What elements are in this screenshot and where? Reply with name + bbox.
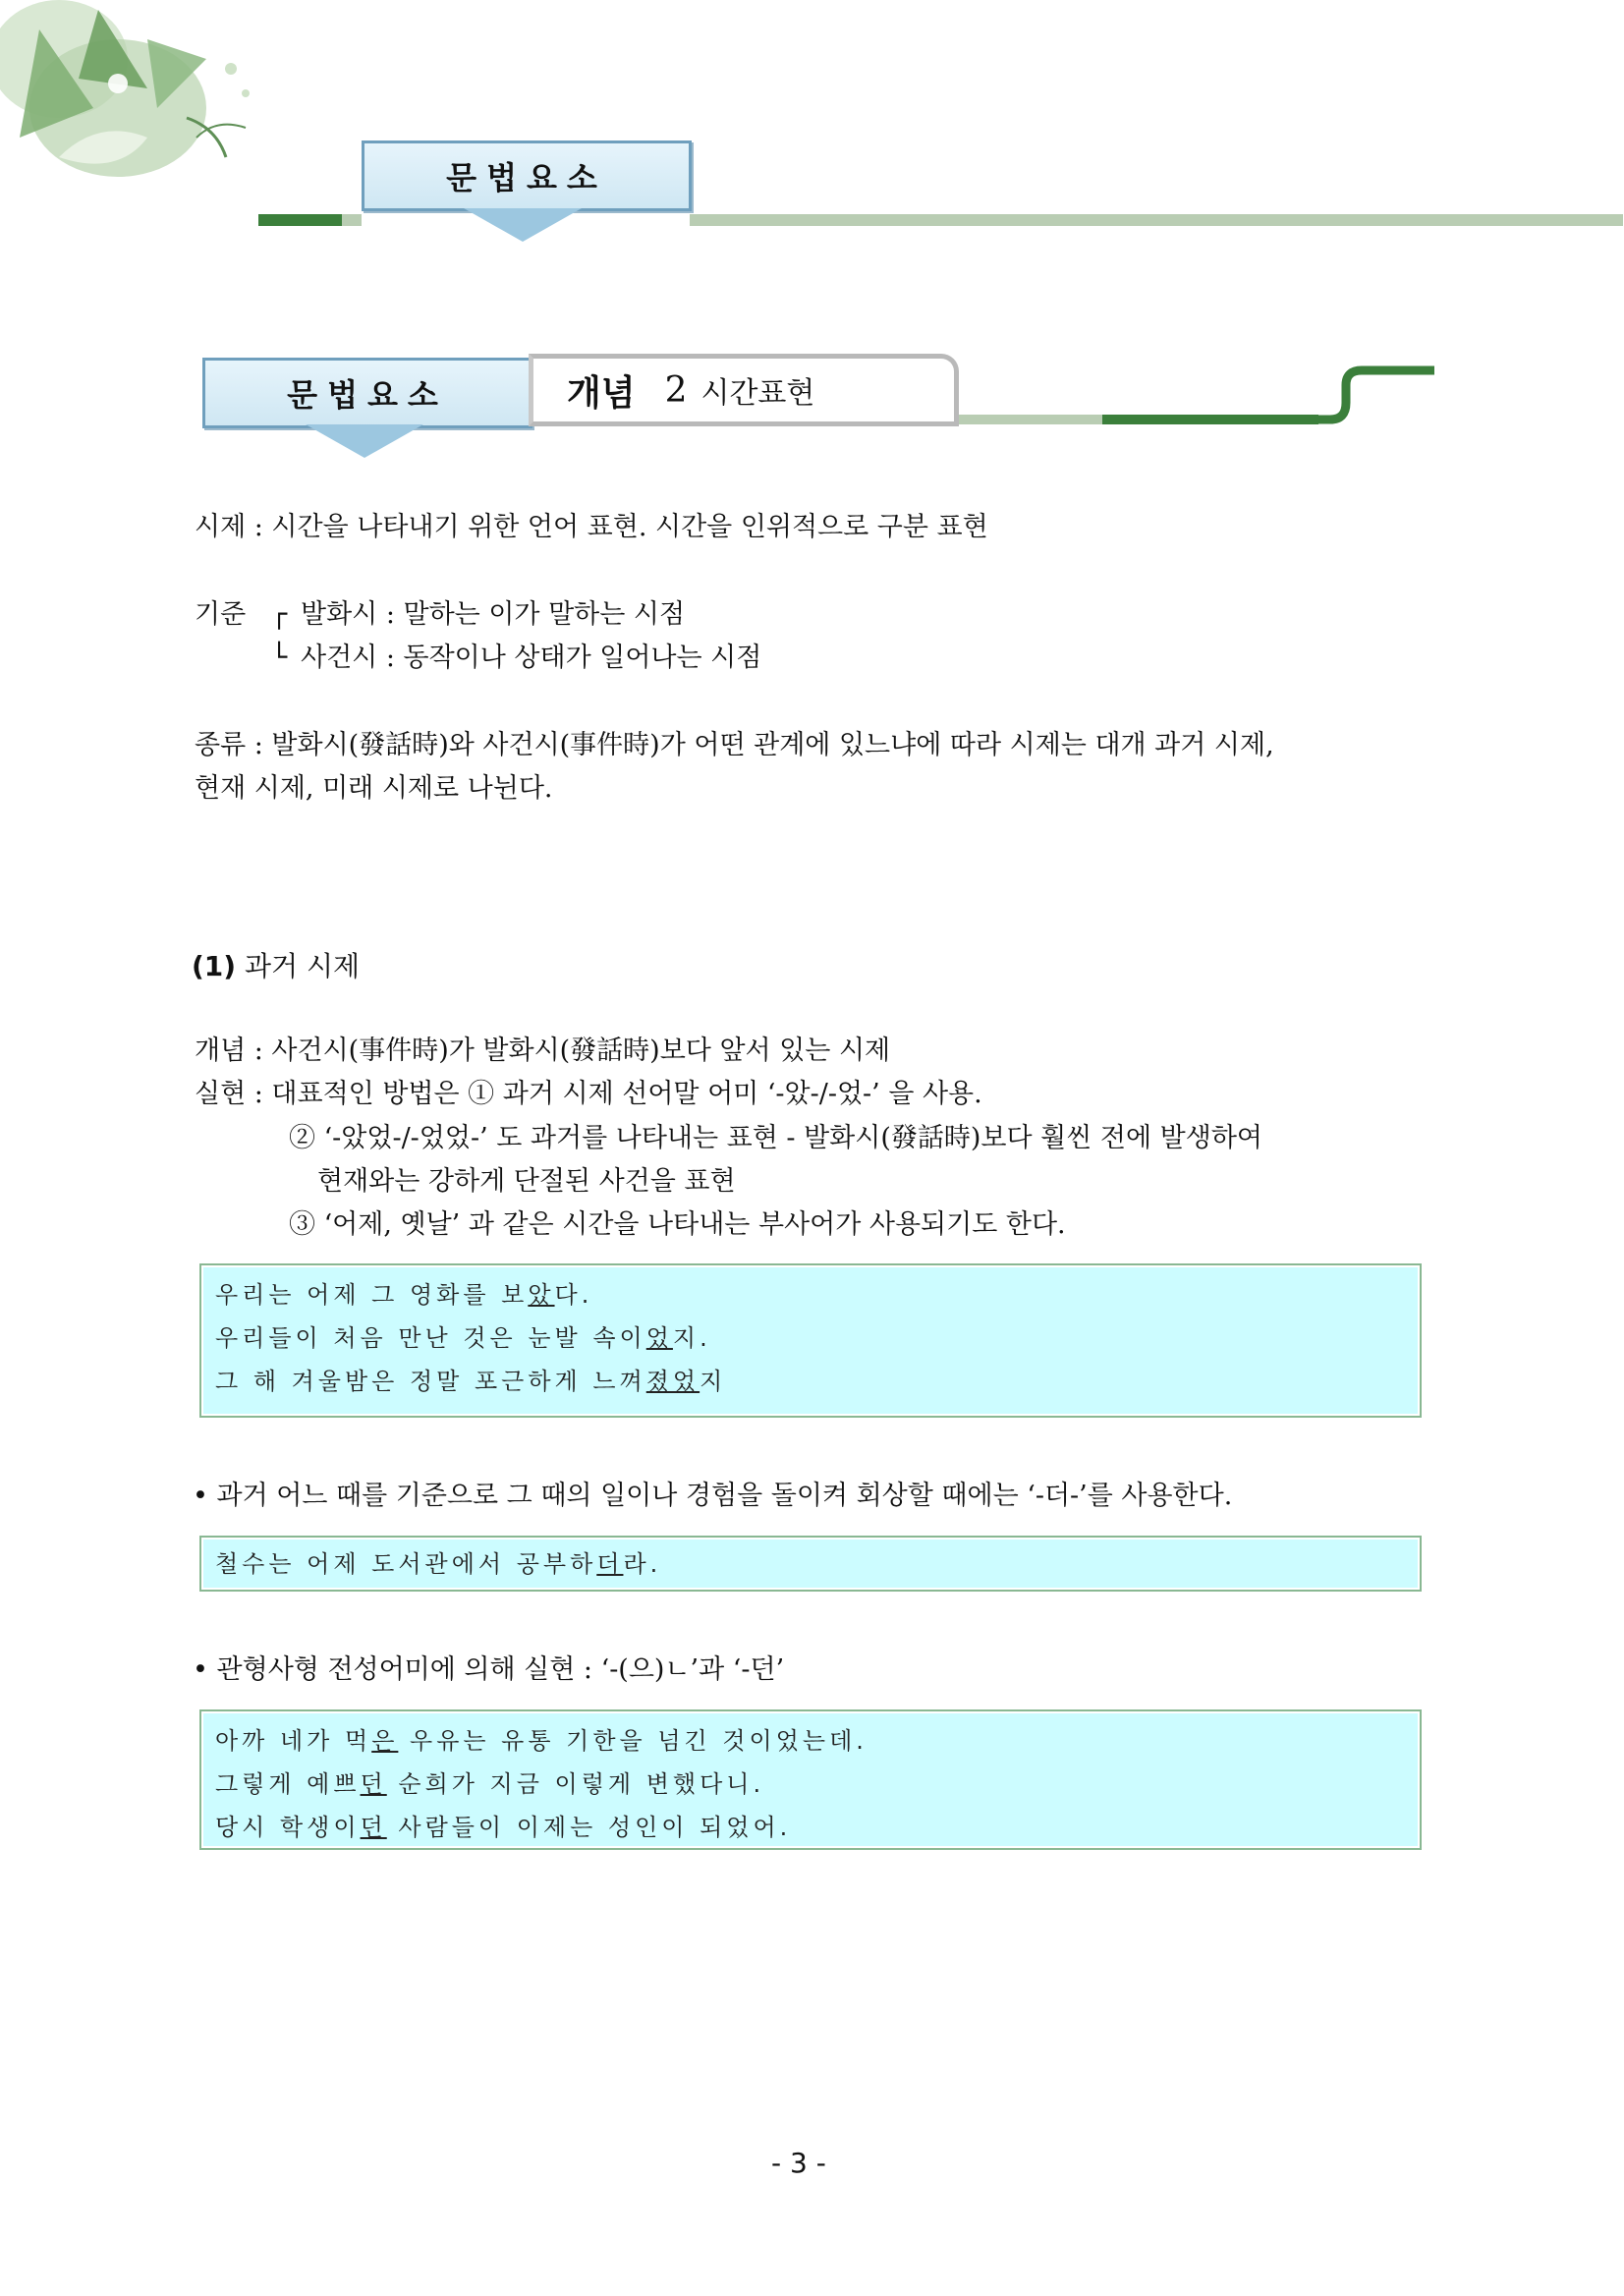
- bullet-retrospective: [193, 1475, 1232, 1518]
- past-heading-text: 과거 시제: [244, 950, 361, 982]
- example-line: 그 해 겨울밤은 정말 포근하게 느껴졌었지: [215, 1368, 727, 1395]
- past-realize-2b: 현재와는 강하게 단절된 사건을 표현: [317, 1166, 736, 1197]
- criteria-label: 기준: [195, 599, 247, 630]
- tense-definition: 시제 : 시간을 나타내기 위한 언어 표현. 시간을 인위적으로 구분 표현: [195, 512, 988, 542]
- past-tense-heading: [192, 945, 360, 984]
- past-heading-number: (1): [192, 950, 237, 982]
- section-box: [202, 358, 532, 428]
- bullet-dot-icon: •: [193, 1654, 208, 1685]
- bracket-bottom-icon: └: [271, 643, 288, 673]
- example-line: 철수는 어제 도서관에서 공부하더라.: [215, 1550, 662, 1578]
- bullet-retrospective-text: 과거 어느 때를 기준으로 그 때의 일이나 경험을 돌이켜 회상할 때에는 ‘-더-’를 사용한다.: [216, 1481, 1233, 1511]
- header-title-label: 문법요소: [446, 159, 607, 196]
- header-bar-dark-left: [258, 214, 342, 226]
- past-realize-3: ③ ‘어제, 옛날’ 과 같은 시간을 나타내는 부사어가 사용되기도 한다.: [289, 1209, 1066, 1240]
- concept-tab: [529, 354, 959, 426]
- tense-marker: 더: [596, 1550, 624, 1578]
- tense-marker: 졌었: [645, 1368, 700, 1395]
- example-line: 우리들이 처음 만난 것은 눈발 속이었지.: [215, 1324, 711, 1352]
- section-bar-light: [959, 415, 1102, 424]
- page-number: - 3 -: [771, 2147, 826, 2179]
- header-arrow-icon: [464, 208, 582, 242]
- header-bar-light-left: [342, 214, 362, 226]
- section-box-label: 문법요소: [287, 376, 448, 414]
- floral-decoration: [0, 0, 265, 236]
- tense-marker: 은: [371, 1727, 399, 1755]
- concept-title: 시간표현: [700, 376, 815, 411]
- example-box-past: [199, 1263, 1422, 1418]
- bracket-top-icon: ┌: [271, 599, 288, 630]
- past-realize-1: 실현 : 대표적인 방법은 ① 과거 시제 선어말 어미 ‘-았-/-었-’ 을 사용.: [195, 1079, 982, 1109]
- concept-word: 개념: [567, 372, 636, 414]
- criteria-event-time: 사건시 : 동작이나 상태가 일어나는 시점: [301, 643, 762, 673]
- past-concept: 개념 : 사건시(事件時)가 발화시(發話時)보다 앞서 있는 시제: [195, 1036, 891, 1066]
- section-arrow-icon: [306, 424, 423, 458]
- bullet-adnominal: [193, 1649, 784, 1692]
- types-line-2: 현재 시제, 미래 시제로 나뉜다.: [195, 773, 553, 804]
- bullet-dot-icon: •: [193, 1481, 208, 1511]
- example-line: 그렇게 예쁘던 순희가 지금 이렇게 변했다니.: [215, 1770, 765, 1798]
- criteria-speech-time: 발화시 : 말하는 이가 말하는 시점: [301, 599, 686, 630]
- header-bar-right: [690, 214, 1623, 226]
- section-bar-curve: [1307, 362, 1434, 426]
- tense-marker: 았: [528, 1281, 555, 1309]
- concept-number: 2: [664, 369, 688, 411]
- bullet-adnominal-text: 관형사형 전성어미에 의해 실현 : ‘-(으)ㄴ’과 ‘-던’: [216, 1654, 785, 1685]
- example-line: 아까 네가 먹은 우유는 유통 기한을 넘긴 것이었는데.: [215, 1727, 868, 1755]
- types-line-1: 종류 : 발화시(發話時)와 사건시(事件時)가 어떤 관계에 있느냐에 따라 시제는 대개 과거 시제,: [195, 730, 1274, 760]
- example-line: 우리는 어제 그 영화를 보았다.: [215, 1281, 593, 1309]
- example-box-retrospective: [199, 1536, 1422, 1592]
- section-bar-dark: [1102, 415, 1318, 424]
- header-title-box: [362, 140, 692, 211]
- tense-marker: 던: [360, 1770, 387, 1798]
- tense-marker: 었: [645, 1324, 673, 1352]
- past-realize-2a: ② ‘-았었-/-었었-’ 도 과거를 나타내는 표현 - 발화시(發話時)보다 훨씬 전에 발생하여: [289, 1123, 1262, 1153]
- tense-marker: 던: [360, 1814, 387, 1841]
- example-line: 당시 학생이던 사람들이 이제는 성인이 되었어.: [215, 1814, 792, 1841]
- example-box-adnominal: [199, 1709, 1422, 1850]
